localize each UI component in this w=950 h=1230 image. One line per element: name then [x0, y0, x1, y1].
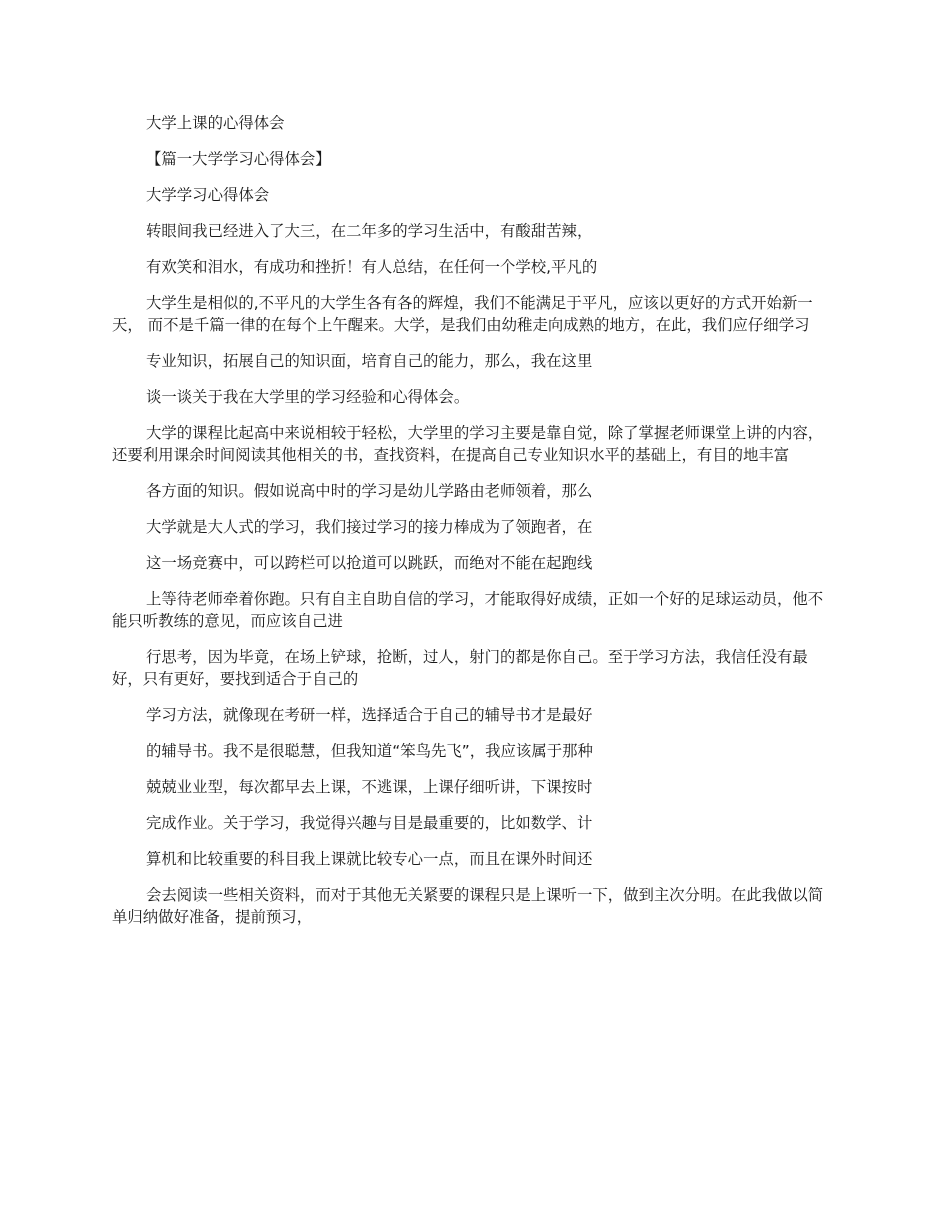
paragraph: 的辅导书。我不是很聪慧，但我知道“笨鸟先飞”，我应该属于那种	[146, 742, 593, 760]
paragraph: 算机和比较重要的科目我上课就比较专心一点，而且在课外时间还	[146, 850, 593, 868]
paragraph: 转眼间我已经进入了大三，在二年多的学习生活中，有酸甜苦辣，	[146, 222, 593, 240]
section-heading: 【篇一大学学习心得体会】	[146, 150, 331, 168]
paragraph: 完成作业。关于学习，我觉得兴趣与目是最重要的，比如数学、计	[146, 814, 593, 832]
paragraph: 大学生是相似的,不平凡的大学生各有各的辉煌，我们不能满足于平凡，应该以更好的方式开始新一天， 而不是千篇一律的在每个上午醒来。大学，是我们由幼稚走向成熟的地方，在此，我们应仔细学习	[112, 294, 813, 334]
document-title: 大学上课的心得体会	[146, 114, 285, 132]
paragraph: 专业知识，拓展自己的知识面，培育自己的能力，那么，我在这里	[146, 352, 593, 370]
paragraph: 兢兢业业型，每次都早去上课，不逃课，上课仔细听讲，下课按时	[146, 778, 593, 796]
paragraph: 大学的课程比起高中来说相较于轻松，大学里的学习主要是靠自觉，除了掌握老师课堂上讲的内容，还要利用课余时间阅读其他相关的书，查找资料，在提高自己专业知识水平的基础上，有目的地丰富	[112, 424, 824, 464]
document-body	[112, 112, 832, 942]
paragraph: 行思考，因为毕竟，在场上铲球，抢断，过人，射门的都是你自己。至于学习方法，我信任没有最好，只有更好，要找到适合于自己的	[112, 648, 808, 688]
paragraph: 各方面的知识。假如说高中时的学习是幼儿学路由老师领着，那么	[146, 482, 593, 500]
subsection-heading: 大学学习心得体会	[146, 186, 270, 204]
paragraph: 学习方法，就像现在考研一样，选择适合于自己的辅导书才是最好	[146, 706, 593, 724]
paragraph: 大学就是大人式的学习，我们接过学习的接力棒成为了领跑者，在	[146, 518, 593, 536]
paragraph: 上等待老师牵着你跑。只有自主自助自信的学习，才能取得好成绩，正如一个好的足球运动员，他不能只听教练的意见，而应该自己进	[112, 590, 824, 630]
paragraph: 会去阅读一些相关资料，而对于其他无关紧要的课程只是上课听一下，做到主次分明。在此我做以简单归纳做好准备，提前预习，	[112, 886, 824, 926]
paragraph: 谈一谈关于我在大学里的学习经验和心得体会。	[146, 388, 470, 406]
paragraph: 有欢笑和泪水，有成功和挫折！有人总结，在任何一个学校,平凡的	[146, 258, 598, 276]
paragraph: 这一场竞赛中，可以跨栏可以抢道可以跳跃，而绝对不能在起跑线	[146, 554, 593, 572]
